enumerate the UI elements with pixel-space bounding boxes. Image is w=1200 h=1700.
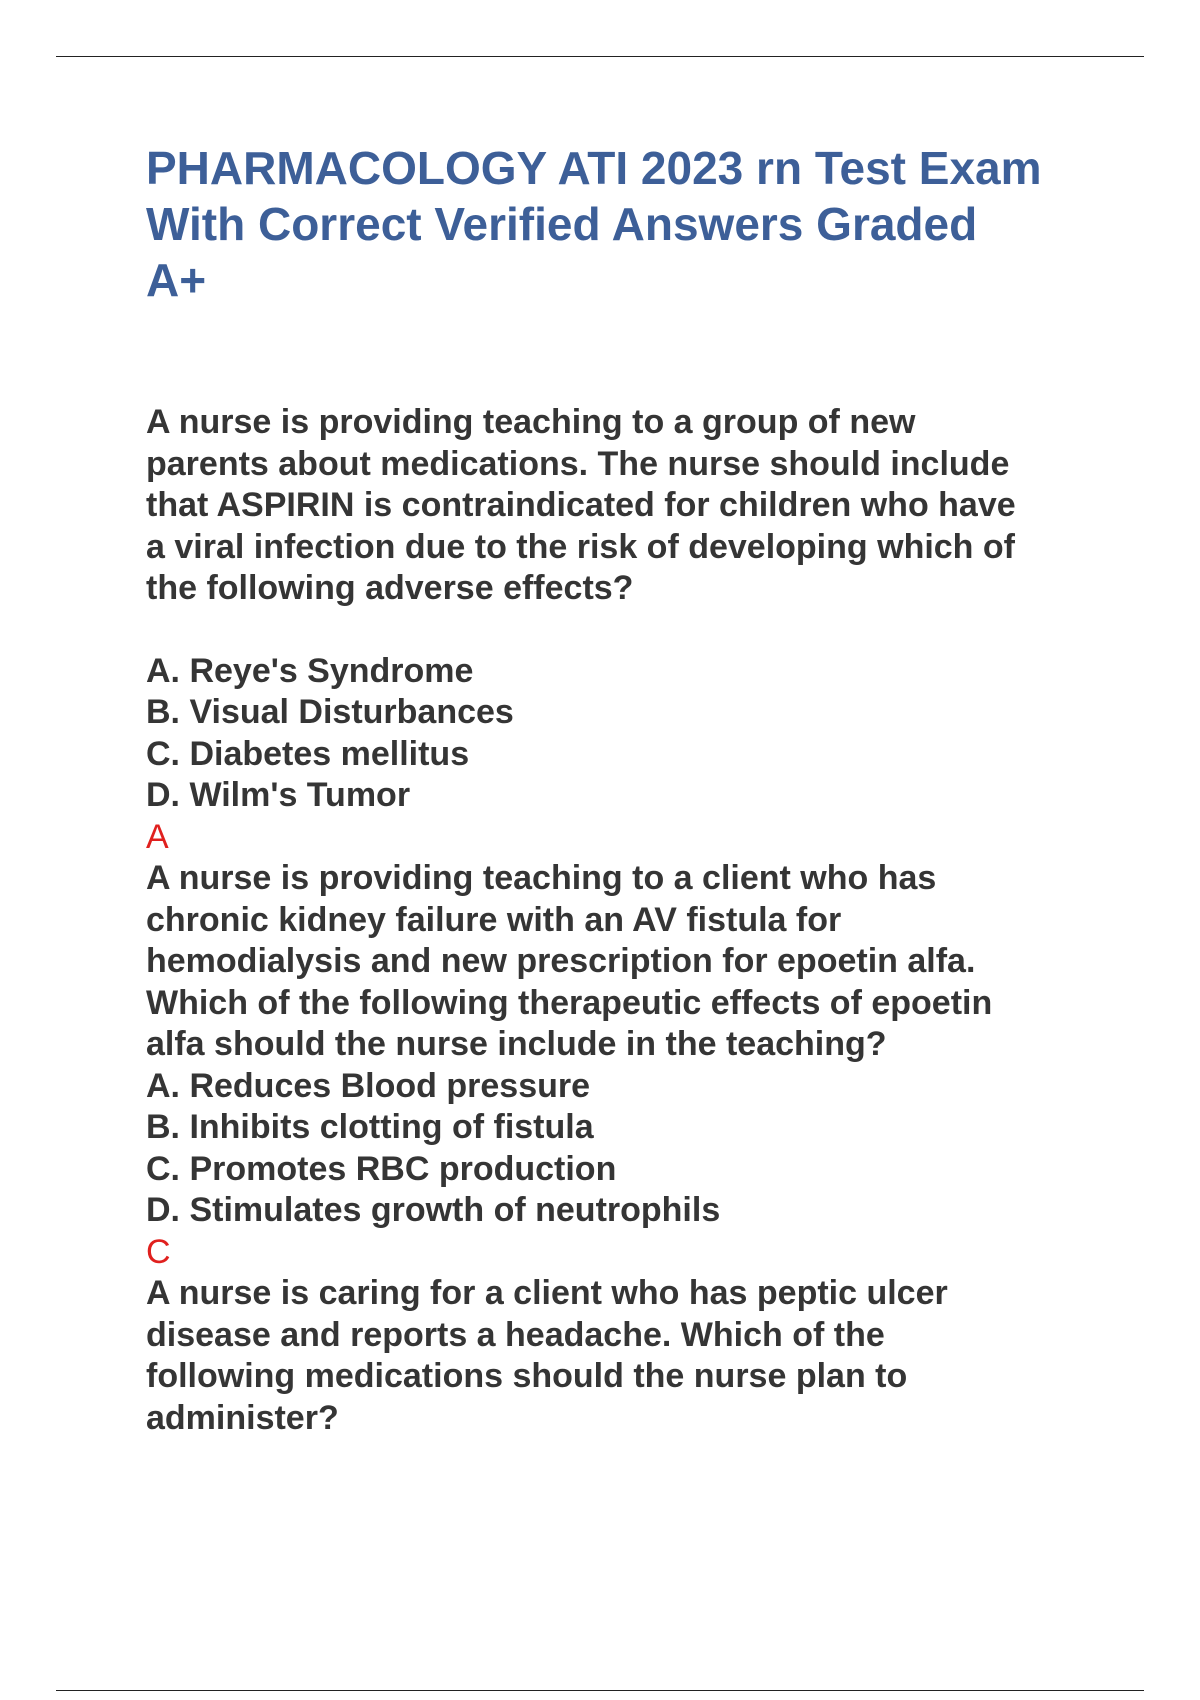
stem-line: chronic kidney failure with an AV fistula for — [146, 900, 842, 939]
question-3 — [146, 1273, 1106, 1439]
question-stem — [146, 402, 1106, 610]
option-d: D. Stimulates growth of neutrophils — [146, 1191, 721, 1229]
question-stem — [146, 1273, 1106, 1439]
stem-line: hemodialysis and new prescription for epoetin alfa. — [146, 942, 976, 980]
question-1 — [146, 402, 1106, 858]
bottom-rule — [56, 1690, 1144, 1691]
stem-line: parents about medications. The nurse should include — [146, 444, 1010, 483]
title-line: With Correct Verified Answers Graded — [146, 198, 978, 250]
stem-line: Which of the following therapeutic effects of epoetin — [146, 983, 993, 1022]
stem-line: A nurse is caring for a client who has peptic ulcer — [146, 1274, 948, 1312]
question-stem — [146, 858, 1106, 1066]
title-line: A+ — [146, 254, 207, 306]
document-title — [146, 140, 1106, 308]
stem-line: alfa should the nurse include in the teaching? — [146, 1025, 887, 1063]
page-content — [146, 140, 1106, 1439]
answer-options — [146, 1066, 1106, 1232]
stem-line: a viral infection due to the risk of developing which of — [146, 527, 1015, 566]
stem-line: disease and reports a headache. Which of the — [146, 1315, 885, 1354]
option-b: B. Inhibits clotting of fistula — [146, 1108, 594, 1146]
question-2 — [146, 858, 1106, 1273]
answer-options — [146, 651, 1106, 817]
stem-line: the following adverse effects? — [146, 569, 634, 607]
stem-line: following medications should the nurse plan to — [146, 1357, 908, 1395]
correct-answer: C — [146, 1232, 171, 1271]
option-c: C. Promotes RBC production — [146, 1149, 617, 1188]
option-a: A. Reduces Blood pressure — [146, 1066, 591, 1105]
option-d: D. Wilm's Tumor — [146, 776, 411, 814]
option-a: A. Reye's Syndrome — [146, 651, 474, 690]
title-line: PHARMACOLOGY ATI 2023 rn Test Exam — [146, 142, 1042, 194]
option-c: C. Diabetes mellitus — [146, 734, 470, 773]
option-b: B. Visual Disturbances — [146, 693, 514, 731]
stem-line: A nurse is providing teaching to a group of new — [146, 403, 916, 441]
stem-line: administer? — [146, 1398, 339, 1437]
stem-line: A nurse is providing teaching to a client who has — [146, 859, 937, 897]
top-rule — [56, 56, 1144, 57]
correct-answer: A — [146, 817, 169, 856]
stem-line: that ASPIRIN is contraindicated for children who have — [146, 486, 1016, 524]
